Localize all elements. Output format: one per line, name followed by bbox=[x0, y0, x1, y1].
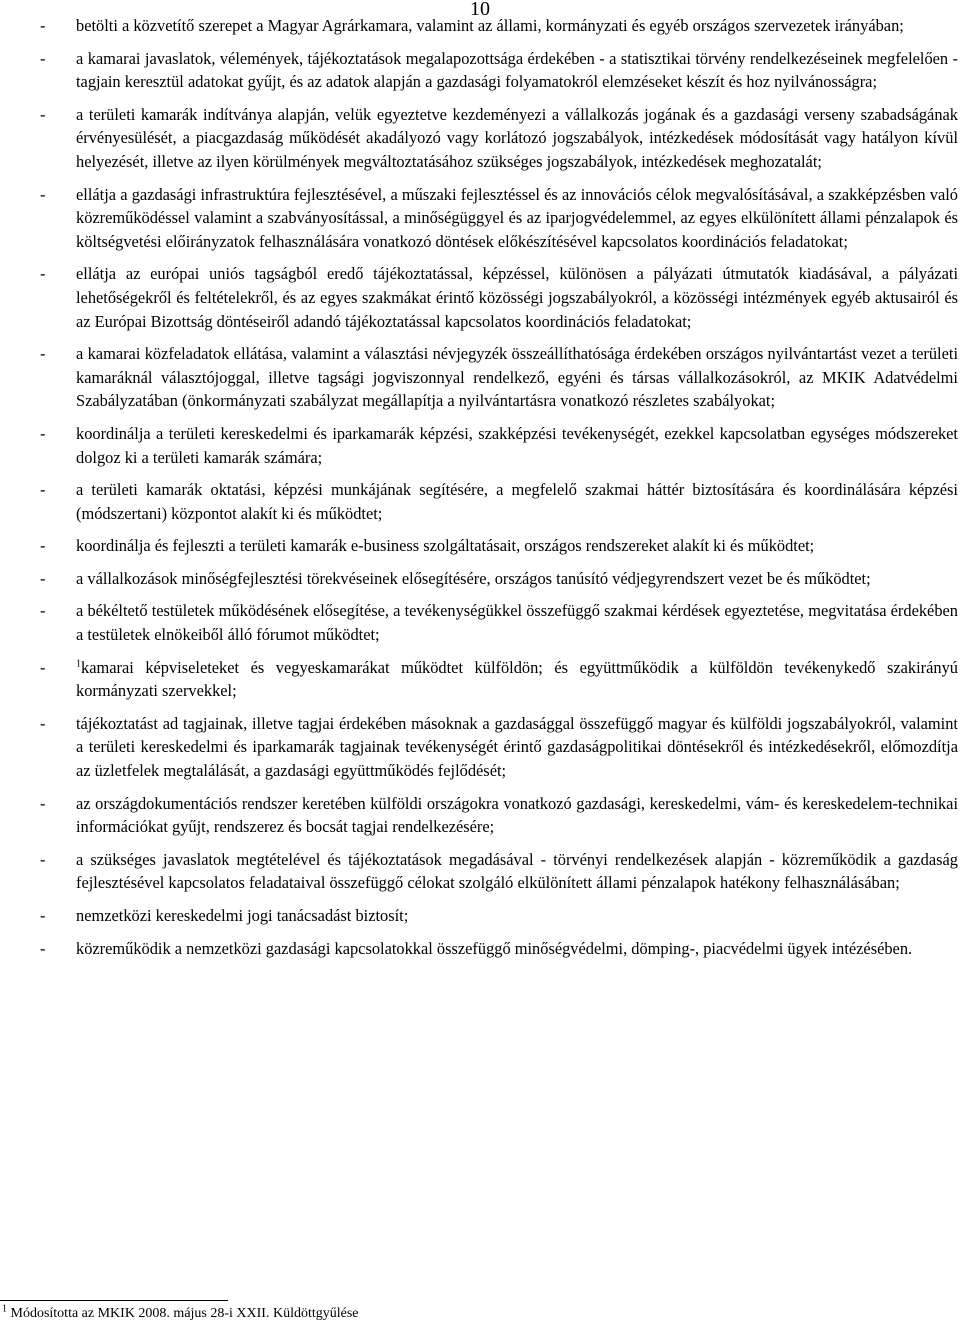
list-bullet: - bbox=[40, 344, 46, 364]
list-bullet: - bbox=[40, 423, 46, 443]
list-item-text: közreműködik a nemzetközi gazdasági kapcsolatokkal összefüggő minőségvédelmi, dömping-, piacvédelmi ügyek intézésében. bbox=[76, 938, 913, 958]
list-item-text: ellátja az európai uniós tagságból eredő tájékoztatással, képzéssel, különösen a pályázati útmutatók kiadásával, a pályázati lehetőségekről és feltételekről, és az egyes szakmákat érintő közösségi jogszabályokról, a közösségi intézmények egyéb aktusairól és az Európai Bizottság döntéseiről adandó tájékoztatással kapcsolatos koordinációs feladatokat; bbox=[76, 264, 958, 331]
list-item-text: a kamarai javaslatok, vélemények, tájékoztatások megalapozottsága érdekében - a statisztikai törvény rendelkezéseinek megfelelően - tagjain keresztül adatokat gyűjt, és az adatok alapján a gazdasági folyamatokról elemzéseket készít és hoz nyilvánosságra; bbox=[76, 48, 958, 92]
footnote-reference: 1 bbox=[76, 658, 81, 670]
list-bullet: - bbox=[40, 536, 46, 556]
list-bullet: - bbox=[40, 601, 46, 621]
list-bullet: - bbox=[40, 480, 46, 500]
list-bullet: - bbox=[40, 264, 46, 284]
footnote-separator bbox=[0, 1300, 228, 1301]
list-bullet: - bbox=[40, 906, 46, 925]
list-item bbox=[40, 656, 958, 703]
list-item-text: a szükséges javaslatok megtételével és tájékoztatások megadásával - törvényi rendelkezések alapján - közreműködik a gazdaság fejlesztésével kapcsolatos feladataival összefüggő célokat szolgáló elkülönített állami pénzalapok hatékony felhasználásában; bbox=[76, 849, 958, 893]
list-bullet: - bbox=[40, 657, 46, 677]
footnote bbox=[2, 1305, 359, 1323]
list-item-text: ellátja a gazdasági infrastruktúra fejlesztésével, a műszaki fejlesztéssel és az innovációs célok megvalósításával, a szakképzésben való közreműködéssel valamint a szabványosítással, a minőségüggyel és az iparjogvédelemmel, az egyes elkülönített állami pénzalapok és költségvetési előirányzatok felhasználására vonatkozó döntések előkészítésével kapcsolatos koordinációs feladatokat; bbox=[76, 184, 958, 251]
list-item bbox=[40, 422, 958, 469]
list-bullet: - bbox=[40, 713, 46, 733]
list-item-text: nemzetközi kereskedelmi jogi tanácsadást biztosít; bbox=[76, 906, 409, 925]
list-bullet: - bbox=[40, 793, 46, 813]
list-item bbox=[40, 183, 958, 254]
list-item-text: a vállalkozások minőségfejlesztési törekvéseinek elősegítésére, országos tanúsító védjegyrendszert vezet be és működtet; bbox=[76, 568, 871, 588]
list-item bbox=[40, 904, 958, 928]
list-item-text: koordinálja és fejleszti a területi kamarák e-business szolgáltatásait, országos rendszereket alakít ki és működtet; bbox=[76, 536, 815, 556]
list-item-text: betölti a közvetítő szerepet a Magyar Agrárkamara, valamint az állami, kormányzati és egyéb országos szervezetek irányában; bbox=[76, 16, 904, 35]
list-item-text: tájékoztatást ad tagjainak, illetve tagjai érdekében másoknak a gazdasággal összefüggő magyar és külföldi jogszabályokról, valamint a területi kereskedelmi és iparkamarák tagjainak tevékenységét érintő gazdaságpolitikai döntésekről és intézkedésekről, előmozdítja az üzletfelek megtalálását, a gazdasági együttműködés fejlődését; bbox=[76, 713, 958, 781]
list-item-text: az országdokumentációs rendszer keretében külföldi országokra vonatkozó gazdasági, kereskedelmi, vám- és kereskedelem-technikai információkat gyűjt, rendszerez és bocsát tagjai rendelkezésére; bbox=[76, 793, 958, 837]
list-bullet: - bbox=[40, 568, 46, 588]
list-item bbox=[40, 14, 958, 38]
list-item bbox=[40, 792, 958, 839]
list-item-text: a területi kamarák indítványa alapján, velük egyeztetve kezdeményezi a vállalkozás jogának és a gazdasági verseny szabadságának érvényesülését, a piacgazdaság működését akadályozó vagy korlátozó jogszabályok, intézkedések módosítását vagy hatályon kívül helyezését, illetve az ilyen körülmények megváltoztatásához szükséges jogszabályok, intézkedések meghozatalát; bbox=[76, 104, 958, 171]
list-bullet: - bbox=[40, 16, 46, 35]
list-bullet: - bbox=[40, 48, 46, 68]
list-item bbox=[40, 262, 958, 333]
list-item bbox=[40, 342, 958, 413]
list-bullet: - bbox=[40, 184, 46, 204]
list-item bbox=[40, 712, 958, 783]
list-item bbox=[40, 478, 958, 525]
list-item-text: a kamarai közfeladatok ellátása, valamint a választási névjegyzék összeállíthatósága érdekében országos nyilvántartást vezet a területi kamaráknál választójoggal, illetve tagsági jogviszonnyal rendelkező, egyéni és társas vállalkozásokról, az MKIK Adatvédelmi Szabályzatában (önkormányzati szabályzat megállapítja a nyilvántartásra vonatkozó részletes szabályokat; bbox=[76, 344, 958, 411]
list-item-text: a területi kamarák oktatási, képzési munkájának segítésére, a megfelelő szakmai háttér biztosítására és koordinálására képzési (módszertani) központot alakít ki és működtet; bbox=[76, 480, 958, 523]
list-bullet: - bbox=[40, 104, 46, 124]
list-item bbox=[40, 567, 958, 591]
list-item bbox=[40, 848, 958, 895]
list-bullet: - bbox=[40, 938, 46, 958]
footnote-marker: 1 bbox=[2, 1303, 7, 1315]
list-item bbox=[40, 599, 958, 646]
list-item-text: a békéltető testületek működésének elősegítése, a tevékenységükkel összefüggő szakmai kérdések egyeztetése, megvitatása érdekében a testületek elnökeiből álló fórumot működtet; bbox=[76, 601, 958, 645]
list-item bbox=[40, 47, 958, 94]
list-item bbox=[40, 937, 958, 961]
list-item-text: koordinálja a területi kereskedelmi és iparkamarák képzési, szakképzési tevékenységét, ezekkel kapcsolatban egységes módszereket dolgoz ki a területi kamarák számára; bbox=[76, 423, 958, 467]
footnote-text: Módosította az MKIK 2008. május 28-i XXII. Küldöttgyűlése bbox=[7, 1306, 359, 1321]
provision-list bbox=[40, 14, 958, 969]
list-bullet: - bbox=[40, 849, 46, 869]
list-item bbox=[40, 534, 958, 558]
list-item bbox=[40, 103, 958, 174]
list-item-text: kamarai képviseleteket és vegyeskamarákat működtet külföldön; és együttműködik a külföldön tevékenykedő szakirányú kormányzati szervekkel; bbox=[76, 657, 958, 701]
page-number: 10 bbox=[470, 0, 490, 20]
